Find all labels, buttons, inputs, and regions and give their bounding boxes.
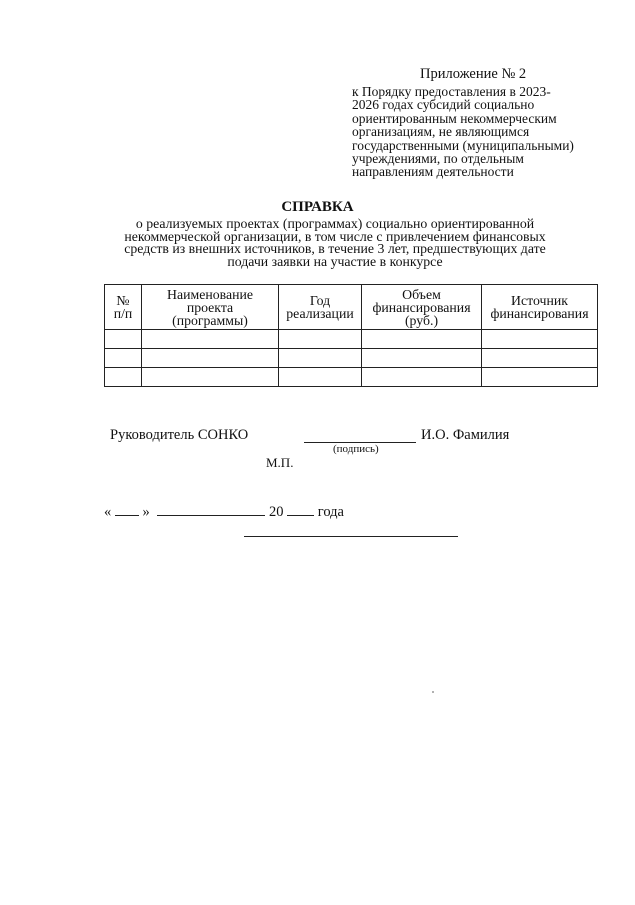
date-close-quote: » [142,504,150,520]
year-suffix: года [317,504,344,520]
header-number: № п/п [105,285,142,330]
signer-role: Руководитель СОНКО [110,427,249,443]
subtitle-line: о реализуемых проектах (программах) социально ориентированной [135,216,535,231]
table-row [105,368,598,387]
appendix-line: ориентированным некоммерческим [352,110,557,126]
header-funding-source: Источник финансирования [482,285,598,330]
table-cell[interactable] [362,330,482,349]
table-header-row [105,285,598,330]
projects-table [104,284,598,387]
subtitle-line: некоммерческой организации, в том числе с привлечением финансовых [124,228,546,244]
table-cell[interactable] [105,368,142,387]
signer-name: И.О. Фамилия [421,427,510,443]
table-cell[interactable] [279,349,362,368]
header-year: Год реализации [279,285,362,330]
year-prefix: 20 [269,504,284,520]
stamp-label: М.П. [266,455,294,470]
table-cell[interactable] [482,349,598,368]
table-cell[interactable] [482,330,598,349]
date-row [104,504,344,521]
appendix-line: 2026 годах субсидий социально [352,97,535,113]
bottom-blank-line[interactable] [244,536,458,537]
table-cell[interactable] [362,368,482,387]
subtitle-line: средств из внешних источников, в течение 3 лет, предшествующих дате [124,241,546,257]
appendix-line: направлениям деятельности [352,164,514,180]
table-cell[interactable] [142,330,279,349]
appendix-line: к Порядку предоставления в 2023- [352,84,551,99]
appendix-reference [352,85,602,179]
table-cell[interactable] [142,349,279,368]
table-cell[interactable] [279,368,362,387]
table-cell[interactable] [105,330,142,349]
year-blank[interactable] [287,514,314,516]
day-blank[interactable] [115,514,139,516]
subtitle-line: подачи заявки на участие в конкурсе [227,253,443,269]
table-row [105,349,598,368]
appendix-line: государственными (муниципальными) [352,137,574,153]
signature-hint: (подпись) [333,443,379,455]
scan-speck [432,691,434,693]
header-project-name: Наименование проекта (программы) [142,285,279,330]
appendix-line: учреждениями, по отдельным [352,151,524,167]
table-cell[interactable] [482,368,598,387]
table-row [105,330,598,349]
appendix-title: Приложение № 2 [420,66,527,82]
table-cell[interactable] [142,368,279,387]
date-open-quote: « [104,504,112,520]
document-subtitle [100,218,570,268]
month-blank[interactable] [157,514,265,516]
header-funding-amount: Объем финансирования (руб.) [362,285,482,330]
table-cell[interactable] [105,349,142,368]
table-cell[interactable] [279,330,362,349]
document-title: СПРАВКА [281,199,354,215]
table-cell[interactable] [362,349,482,368]
appendix-line: организациям, не являющимся [352,124,530,140]
